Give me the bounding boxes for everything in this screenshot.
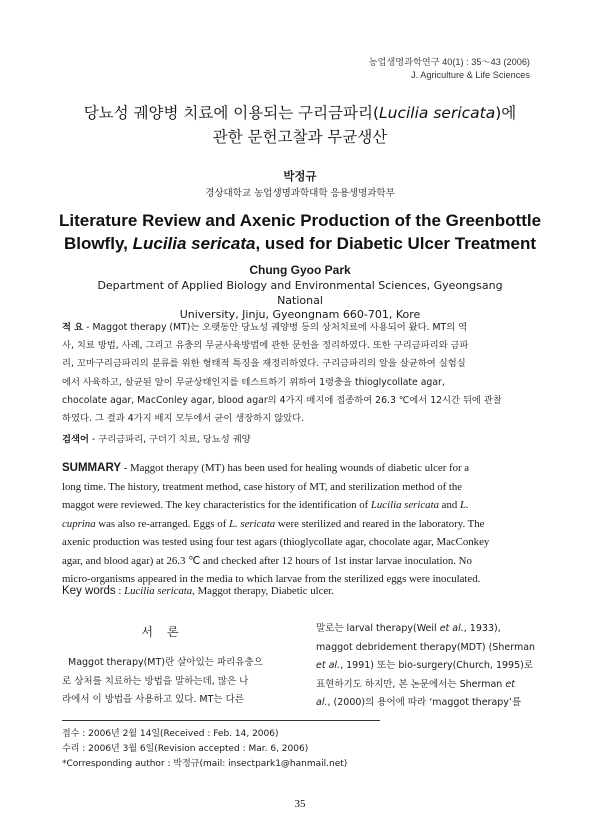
abstract-label: 적 요 xyxy=(62,322,84,333)
footnote-accepted: 수리 : 2006년 3월 6일(Revision accepted : Mar. 6, 2006) xyxy=(62,744,309,754)
journal-info xyxy=(369,56,530,82)
english-title xyxy=(0,209,600,255)
korean-title-line-1: 당뇨성 궤양병 치료에 이용되는 구리금파리(Lucilia sericata)에 xyxy=(83,104,517,122)
footnote-divider xyxy=(62,720,380,721)
english-affiliation: Department of Applied Biology and Environmental Sciences, Gyeongsang National University, Jinju, Gyeongnam 660-701, Kore xyxy=(97,279,503,321)
section-heading-introduction: 서론 xyxy=(141,625,193,639)
english-author: Chung Gyoo Park xyxy=(249,263,351,277)
english-title-line-2: Blowfly, Lucilia sericata, used for Diabetic Ulcer Treatment xyxy=(63,234,537,253)
body-column-right: 말로는 larval therapy(Weil et al., 1933), maggot debridement therapy(MDT) (Sherman et al., 1991) 또는 bio-surgery(Church, 1995)로 표현하기도 하지만, 본 논문에서는 Sherman et al., (2000)의 용어에 따라 ‘maggot therapy’를 xyxy=(316,623,536,708)
footnote-corresponding-author: *Corresponding author : 박정규(mail: insectpark1@hanmail.net) xyxy=(62,759,348,769)
english-title-line-1: Literature Review and Axenic Production of the Greenbottle xyxy=(58,211,542,230)
journal-name: J. Agriculture & Life Sciences xyxy=(411,70,530,80)
footnotes xyxy=(62,727,347,772)
korean-author: 박정규 xyxy=(283,169,317,183)
summary-label: SUMMARY xyxy=(62,462,121,474)
footnote-received: 접수 : 2006년 2월 14일(Received : Feb. 14, 2006) xyxy=(62,729,279,739)
korean-keywords-label: 검색어 xyxy=(62,434,89,445)
journal-citation: 농업생명과학연구 40(1) : 35～43 (2006) xyxy=(368,57,530,67)
body-column-left: Maggot therapy(MT)란 살아있는 파리유충으 로 상처를 치료하는 방법을 말하는데, 많은 나 라에서 이 방법을 사용하고 있다. MT는 다른 xyxy=(62,657,263,705)
english-summary: SUMMARY - Maggot therapy (MT) has been used for healing wounds of diabetic ulcer for a long time. The history, treatment method, case history of MT, and sterilization method of the maggot were reviewed. The key characteristics for the identification of Lucilia sericata and L. cuprina was also re-arranged. Eggs of L. sericata were sterilized and reared in the laboratory. The axenic production was tested using four test agars (thioglycollate agar, chocolate agar, MacConkey agar, and blood agar) at 26.3 ℃ and checked after 12 hours of 1st instar larvae inoculation. No micro-organisms appeared in the media to which larvae from the sterilized eggs were inoculated. xyxy=(62,462,490,585)
korean-abstract: 적 요 - Maggot therapy (MT)는 오랫동안 당뇨성 궤양병 등의 상처치료에 사용되어 왔다. MT의 역 사, 치료 방법, 사례, 그리고 유충의 무균사육방법에 관한 문헌을 정리하였다. 또한 구리금파리와 금파 리, 꼬마구리금파리의 분류를 위한 형태적 특징을 재정리하였다. 구리금파리의 알을 살균하여 실험실 에서 사육하고, 살균된 알이 무균상태인지를 테스트하기 위하여 1령충을 thioglycollate agar, chocolate agar, MacConley agar, blood agar의 4가지 배지에 접종하여 26.3 ℃에서 12시간 뒤에 관찰 하였다. 그 결과 4가지 배지 모두에서 균이 생장하지 않았다. xyxy=(62,322,502,425)
english-keywords: Key words : Lucilia sericata, Maggot therapy, Diabetic ulcer. xyxy=(62,585,334,597)
korean-title xyxy=(0,101,600,149)
page-number: 35 xyxy=(294,798,306,810)
english-keywords-label: Key words xyxy=(62,585,116,597)
korean-keywords: 검색어 - 구리금파리, 구더기 치료, 당뇨성 궤양 xyxy=(62,434,251,445)
korean-affiliation: 경상대학교 농업생명과학대학 응용생명과학부 xyxy=(205,188,395,199)
korean-title-line-2: 관한 문헌고찰과 무균생산 xyxy=(212,128,388,146)
